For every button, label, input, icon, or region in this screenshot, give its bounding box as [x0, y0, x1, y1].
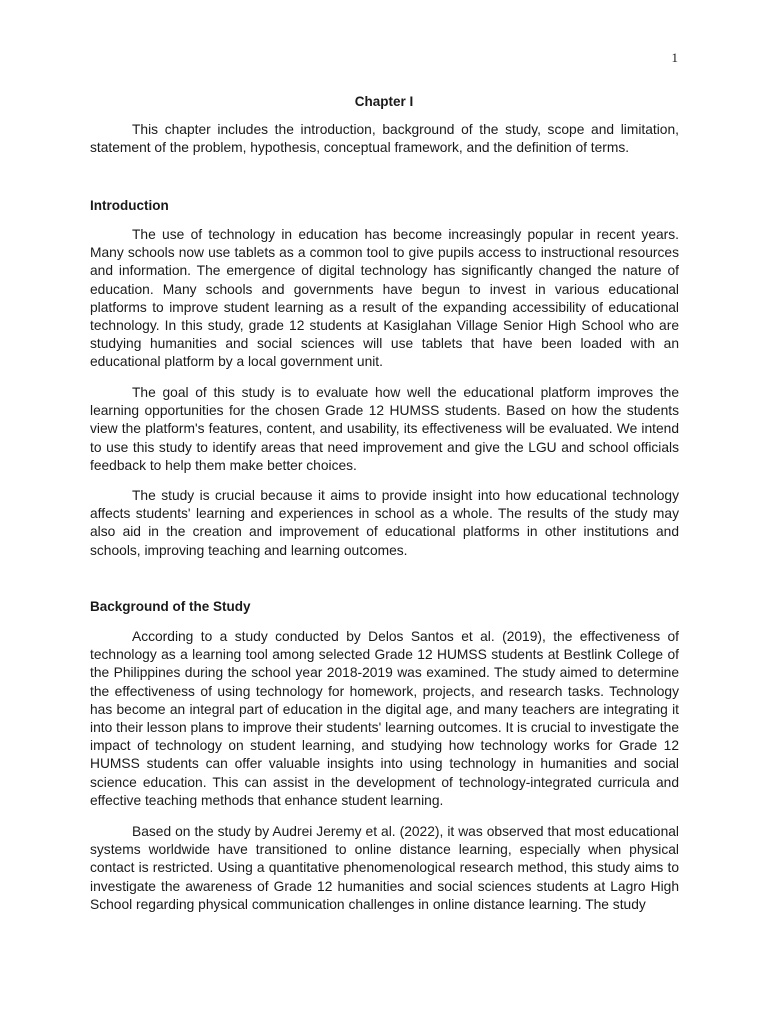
chapter-intro-block [90, 121, 679, 157]
introduction-paragraph: The goal of this study is to evaluate how well the educational platform improves the learning opportunities for the chosen Grade 12 HUMSS students. Based on how the students view the platform's features, content, and usability, its effectiveness will be evaluated. We intend to use this study to identify areas that need improvement and give the LGU and school officials feedback to help them make better choices. [90, 385, 679, 473]
introduction-heading: Introduction [90, 198, 169, 213]
page-number: 1 [671, 50, 678, 65]
introduction-para-1-block [90, 226, 679, 372]
chapter-intro-paragraph: This chapter includes the introduction, background of the study, scope and limitation, statement of the problem, hypothesis, conceptual framework, and the definition of terms. [90, 122, 679, 156]
chapter-title: Chapter I [354, 94, 414, 109]
background-para-2-block [90, 823, 679, 914]
background-para-1-block [90, 628, 679, 810]
introduction-para-2-block [90, 384, 679, 475]
background-heading: Background of the Study [90, 599, 251, 614]
background-paragraph: According to a study conducted by Delos Santos et al. (2019), the effectiveness of technology as a learning tool among selected Grade 12 HUMSS students at Bestlink College of the Philippines during the school year 2018-2019 was examined. The study aimed to determine the effectiveness of using technology for homework, projects, and research tasks. Technology has become an integral part of education in the digital age, and many teachers are integrating it into their lesson plans to improve their students' learning outcomes. It is crucial to investigate the impact of technology on student learning, and studying how technology works for Grade 12 HUMSS students can offer valuable insights into using technology in humanities and social science education. This can assist in the development of technology-integrated curricula and effective teaching methods that enhance student learning. [90, 629, 679, 808]
introduction-paragraph: The use of technology in education has become increasingly popular in recent years. Many schools now use tablets as a common tool to give pupils access to instructional resources and information. The emergence of digital technology has significantly changed the nature of education. Many schools and governments have begun to invest in various educational platforms to improve student learning as a result of the expanding accessibility of educational technology. In this study, grade 12 students at Kasiglahan Village Senior High School who are studying humanities and social sciences will use tablets that have been loaded with an educational platform by a local government unit. [90, 227, 679, 370]
introduction-para-3-block [90, 487, 679, 560]
introduction-paragraph: The study is crucial because it aims to provide insight into how educational technology affects students' learning and experiences in school as a whole. The results of the study may also aid in the creation and improvement of educational platforms in other institutions and schools, improving teaching and learning outcomes. [90, 488, 679, 558]
background-paragraph: Based on the study by Audrei Jeremy et al. (2022), it was observed that most educational systems worldwide have transitioned to online distance learning, especially when physical contact is restricted. Using a quantitative phenomenological research method, this study aims to investigate the awareness of Grade 12 humanities and social sciences students at Lagro High School regarding physical communication challenges in online distance learning. The study [90, 824, 679, 912]
